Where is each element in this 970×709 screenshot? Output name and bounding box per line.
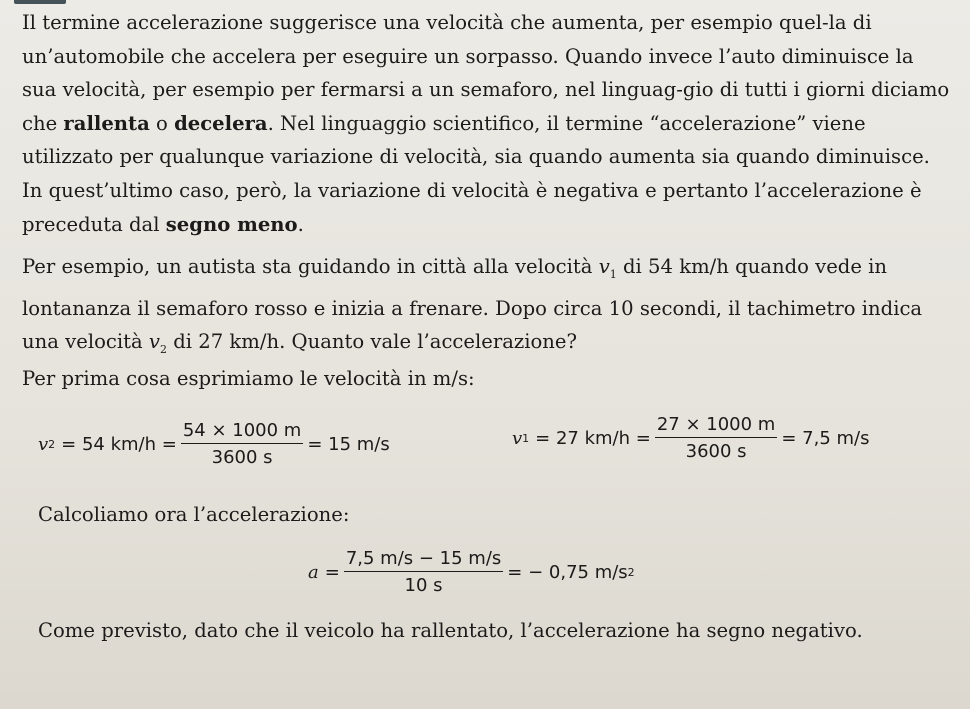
paragraph1-text-b: . Nel linguaggio scientifico, il termine “accelerazione” viene utilizzato per qualunque variazione di velocità, sia quando aumenta sia quando diminuisce. In quest’ultimo caso, però, la variazione di velocità è negativa e pertanto l’accelerazione è preceduta dal — [22, 111, 930, 236]
formula-v-54-symbol: v — [38, 433, 49, 455]
formula-v-27-fraction — [655, 414, 778, 462]
v2-symbol: v — [148, 330, 160, 354]
formula-a-symbol: a — [308, 561, 319, 583]
formula-a-denominator: 10 s — [404, 575, 443, 596]
term-segno-meno: segno meno — [165, 212, 298, 236]
formula-v-54-lhs: = 54 km/h = — [61, 433, 177, 455]
formula-v-27-sub: 1 — [522, 431, 530, 445]
formula-a-eq: = — [324, 561, 340, 583]
formula-v-54-denominator: 3600 s — [211, 447, 273, 468]
paragraph2-text-b: di 54 km/h quando vede in lontananza il semaforo rosso e inizia a frenare. Dopo circa 10 secondi, il tachimetro indica una velocità — [22, 255, 923, 354]
formula-v-27-symbol: v — [512, 427, 523, 449]
v1-subscript: 1 — [609, 267, 617, 281]
formula-a-exponent: 2 — [627, 565, 635, 579]
formula-v-54 — [38, 420, 390, 468]
formula-a-result: = − 0,75 m/s — [507, 561, 628, 583]
formula-a-numerator: 7,5 m/s − 15 m/s — [344, 548, 503, 572]
term-rallenta: rallenta — [63, 111, 150, 135]
v1-symbol: v — [598, 255, 610, 278]
paragraph1-text-o: o — [149, 111, 175, 135]
formula-v-54-numerator: 54 × 1000 m — [181, 420, 304, 444]
paragraph-conclusion: Come previsto, dato che il veicolo ha rallentato, l’accelerazione ha segno negativo. — [38, 619, 863, 642]
formula-v-54-sub: 2 — [48, 437, 56, 451]
formula-v-27-result: = 7,5 m/s — [781, 427, 870, 449]
paragraph2-text-c: di 27 km/h. Quanto vale l’accelerazione? — [166, 330, 577, 354]
paragraph-calc-intro: Calcoliamo ora l’accelerazione: — [38, 503, 350, 526]
paragraph-convert-intro: Per prima cosa esprimiamo le velocità in m/s: — [22, 367, 475, 390]
paragraph-acceleration-definition — [22, 6, 952, 241]
paragraph-example — [22, 250, 952, 367]
term-decelera: decelera — [174, 111, 268, 135]
formula-v-54-fraction — [181, 420, 304, 468]
v2-subscript: 2 — [159, 343, 167, 356]
formula-acceleration — [308, 548, 635, 596]
formula-v-27-numerator: 27 × 1000 m — [655, 414, 778, 438]
page-tab-marker — [14, 0, 66, 4]
formula-v-27 — [512, 414, 869, 462]
formula-v-27-lhs: = 27 km/h = — [535, 427, 651, 449]
paragraph1-text-a: Il termine accelerazione suggerisce una velocità che aumenta, per esempio quel-la di un’automobile che accelera per eseguire un sorpasso. Quando invece l’auto diminuisce la sua velocità, per esempio per fermarsi a un semaforo, nel linguag-gio di tutti i giorni diciamo che — [22, 11, 950, 135]
formula-v-54-result: = 15 m/s — [307, 433, 390, 455]
paragraph2-text-a: Per esempio, un autista sta guidando in città alla velocità — [22, 255, 599, 278]
formula-v-27-denominator: 3600 s — [685, 441, 747, 462]
formula-a-fraction — [344, 548, 503, 596]
paragraph1-text-c: . — [297, 212, 304, 236]
